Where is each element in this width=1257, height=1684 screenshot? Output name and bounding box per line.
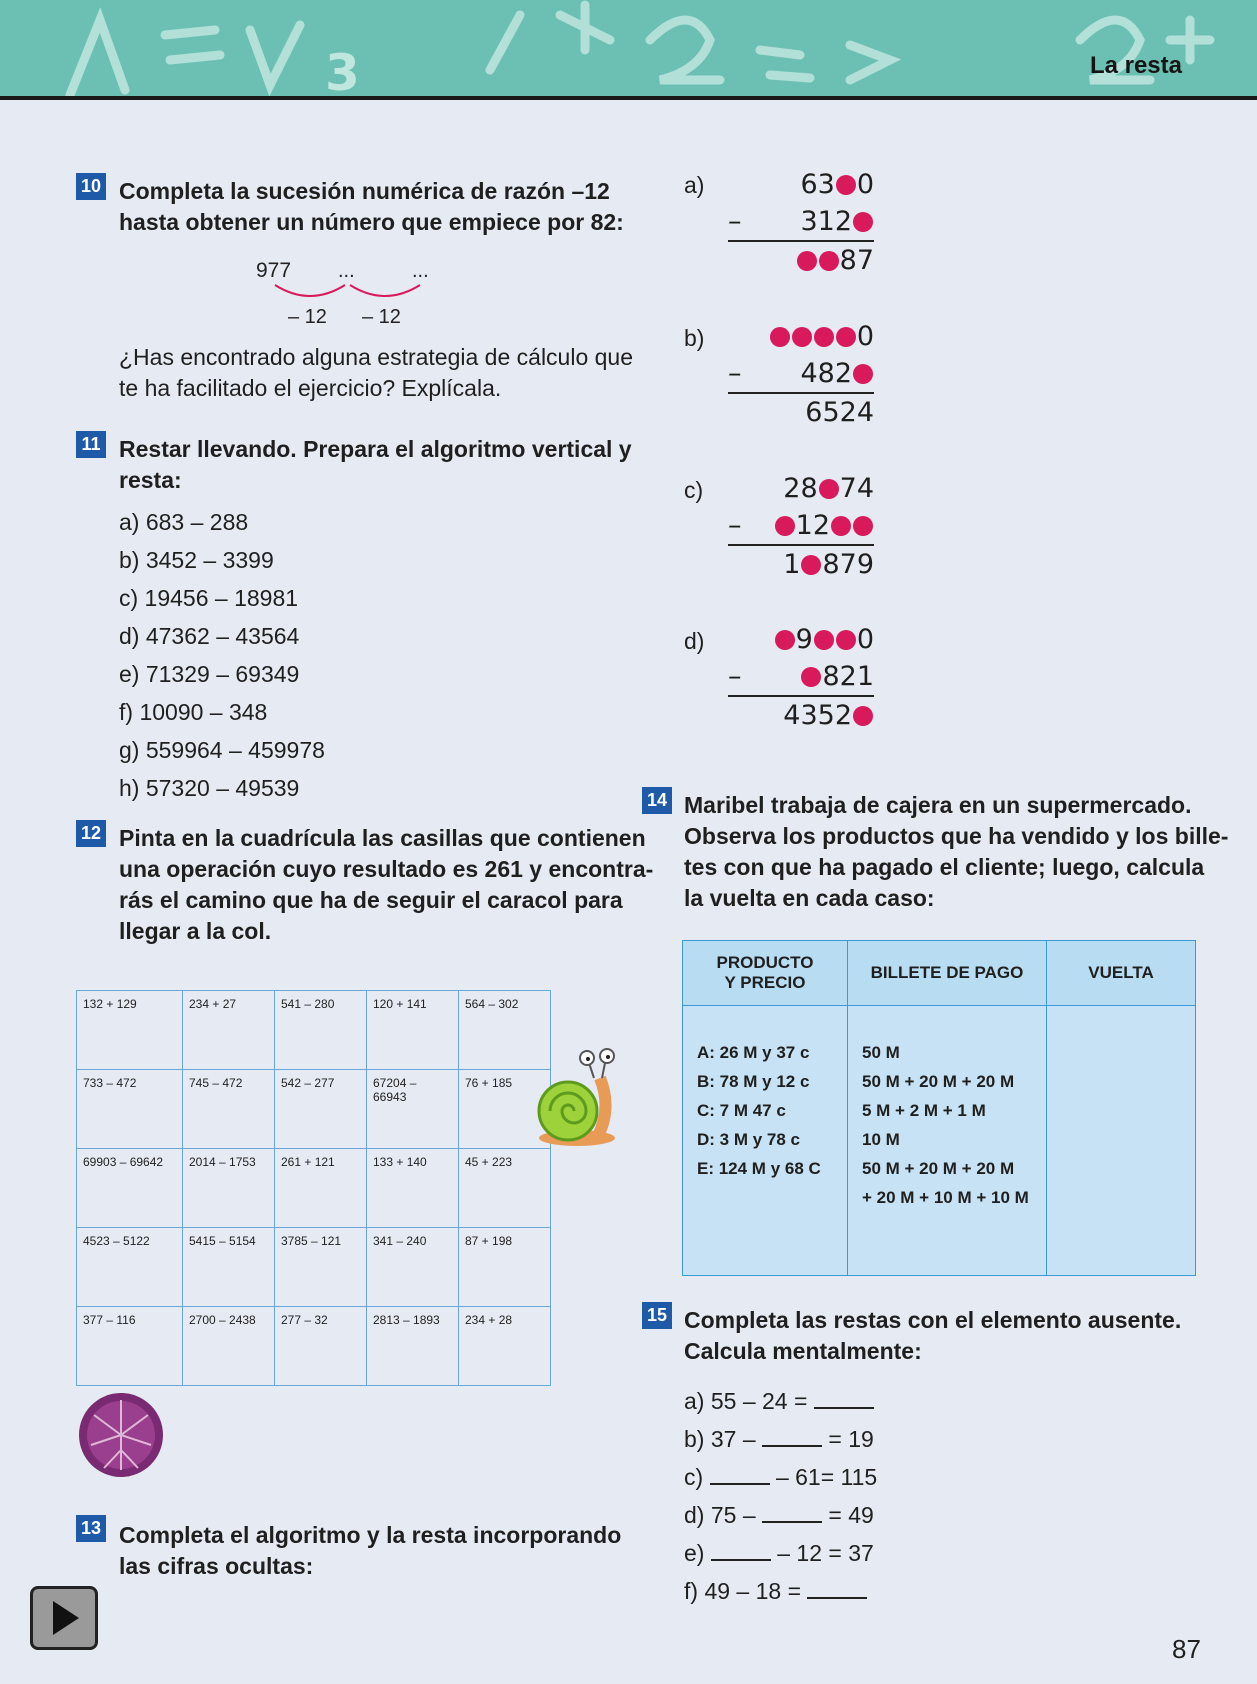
list-item: h) 57320 – 49539 [119,775,300,801]
header-banner [0,0,1257,100]
page-number: 87 [1172,1634,1201,1664]
equation-text: = 19 [828,1426,874,1452]
list-item: e) 71329 – 69349 [119,661,300,687]
digit: 2 [834,206,852,237]
hidden-digit[interactable] [792,327,812,347]
grid-cell[interactable]: 564 – 302 [459,991,551,1070]
digit: 9 [795,624,813,655]
answer-blank[interactable] [762,1501,822,1523]
instruction-line: Restar llevando. Prepara el algoritmo vertical y [119,436,632,462]
bill-item: 50 M + 20 M + 20 M [862,1159,1015,1178]
instruction-line: Completa la sucesión numérica de razón –12 [119,178,610,204]
subtrahend-row [728,658,874,695]
sequence-diagram [250,255,450,330]
hidden-digit[interactable] [819,251,839,271]
digit: 4 [856,473,874,504]
bill-item: 10 M [862,1130,900,1149]
page-title: La resta [1089,52,1182,79]
minus-sign: – [728,206,742,237]
digit: 0 [856,321,874,352]
digit: 1 [856,661,874,692]
cabbage-icon [76,1390,166,1480]
grid-row [77,1070,551,1149]
exercise-number: 14 [642,787,672,814]
digit: 8 [817,358,835,389]
minuend-row [728,470,874,507]
question-line: ¿Has encontrado alguna estrategia de cálculo que [119,344,634,370]
instruction-line: rás el camino que ha de seguir el caracol para [119,887,623,913]
header-line: Y PRECIO [724,973,806,992]
instruction-line: Calcula mentalmente: [684,1338,922,1364]
instruction-line: la vuelta en cada caso: [684,885,935,911]
product-item: E: 124 M y 68 C [697,1159,821,1178]
digit: 6 [805,397,823,428]
instruction [119,434,632,496]
digit: 2 [834,358,852,389]
instruction-line: Observa los productos que ha vendido y los bille- [684,823,1229,849]
answer-blank[interactable] [711,1539,771,1561]
grid-cell[interactable]: 745 – 472 [183,1070,275,1149]
digit: 7 [856,245,874,276]
result-row [728,240,874,279]
equation-text: d) 75 – [684,1502,756,1528]
minuend-row [728,621,874,658]
hidden-digit[interactable] [801,667,821,687]
instruction-line: las cifras ocultas: [119,1553,314,1579]
missing-element-list [684,1382,877,1610]
digit: 3 [817,169,835,200]
grid-cell[interactable]: 133 + 140 [367,1149,459,1228]
grid-cell[interactable]: 277 – 32 [275,1307,367,1386]
hidden-digit[interactable] [797,251,817,271]
digit: 5 [817,700,835,731]
sequence-blank: ... [412,260,429,282]
equation-text: c) [684,1464,704,1490]
hidden-digit[interactable] [814,630,834,650]
list-item: f) 10090 – 348 [119,699,268,725]
digit: 0 [856,624,874,655]
result-row [728,392,874,431]
subtraction-label: d) [684,628,705,654]
hidden-digit[interactable] [853,212,873,232]
subtraction-label: a) [684,172,705,198]
list-item [684,1382,877,1420]
play-button[interactable] [30,1586,98,1650]
list-item: b) 3452 – 3399 [119,547,274,573]
digit: 8 [822,549,840,580]
list-item [684,1496,877,1534]
exercise-number: 13 [76,1515,106,1542]
list-item: d) 47362 – 43564 [119,623,300,649]
subtraction-c [728,470,874,583]
instruction-line: Completa las restas con el elemento ausente. [684,1307,1182,1333]
grid-cell[interactable]: 2813 – 1893 [367,1307,459,1386]
digit: 2 [834,700,852,731]
digit: 8 [822,661,840,692]
grid-cell[interactable]: 69903 – 69642 [77,1149,183,1228]
equation-text: – 12 = 37 [777,1540,874,1566]
digit: 4 [800,358,818,389]
play-icon [33,1589,95,1647]
maze-grid [76,990,551,1386]
minus-sign: – [728,510,742,541]
subtraction-b [728,318,874,431]
result-row [728,544,874,583]
bill-item: + 20 M + 10 M + 10 M [862,1188,1029,1207]
subtrahend-digits [800,206,874,237]
grid-cell[interactable]: 542 – 277 [275,1070,367,1149]
digit: 4 [856,397,874,428]
subtraction-a [728,166,874,279]
exercise-number: 11 [76,431,106,458]
list-item [684,1420,877,1458]
instruction [119,823,653,947]
snail-icon [532,1048,617,1148]
digit: 2 [812,510,830,541]
result-row [728,695,874,734]
digit: 2 [839,661,857,692]
instruction-line: tes con que ha pagado el cliente; luego, calcula [684,854,1205,880]
digit: 3 [800,206,818,237]
header-line: PRODUCTO [716,953,814,972]
grid-row [77,1228,551,1307]
minus-sign: – [728,358,742,389]
digit: 6 [800,169,818,200]
product-item: B: 78 M y 12 c [697,1072,810,1091]
instruction [684,1305,1181,1367]
product-item: D: 3 M y 78 c [697,1130,800,1149]
grid-cell[interactable]: 76 + 185 [459,1070,551,1149]
step-label: – 12 [288,306,327,328]
subtrahend-digits [800,358,874,389]
instruction-line: Maribel trabaja de cajera en un supermercado. [684,792,1192,818]
grid-cell[interactable]: 120 + 141 [367,991,459,1070]
grid-cell[interactable]: 2014 – 1753 [183,1149,275,1228]
subtraction-d [728,621,874,734]
hidden-digit[interactable] [770,327,790,347]
step-label: – 12 [362,306,401,328]
answer-blank[interactable] [814,1387,874,1409]
column-header-bill: BILLETE DE PAGO [848,941,1047,1006]
list-item: a) 683 – 288 [119,509,249,535]
minuend-row [728,318,874,355]
list-item [684,1458,877,1496]
instruction [119,176,624,238]
subtrahend-row [728,203,874,240]
grid-cell[interactable]: 5415 – 5154 [183,1228,275,1307]
hidden-digit[interactable] [775,630,795,650]
subtraction-list [119,503,325,807]
hidden-digit[interactable] [853,516,873,536]
bill-item: 50 M [862,1043,900,1062]
digit: 2 [839,397,857,428]
minuend-row [728,166,874,203]
bill-item: 5 M + 2 M + 1 M [862,1101,986,1120]
grid-row [77,1149,551,1228]
column-header-product [683,941,848,1006]
sequence-start: 977 [256,259,292,282]
grid-cell[interactable]: 87 + 198 [459,1228,551,1307]
grid-row [77,991,551,1070]
exercise-number: 12 [76,820,106,847]
equation-text: e) [684,1540,705,1566]
question-line: te ha facilitado el ejercicio? Explícala. [119,375,502,401]
grid-cell[interactable]: 45 + 223 [459,1149,551,1228]
product-item: A: 26 M y 37 c [697,1043,810,1062]
grid-cell[interactable]: 132 + 129 [77,991,183,1070]
grid-cell[interactable]: 341 – 240 [367,1228,459,1307]
subtrahend-digits [774,510,874,541]
grid-cell[interactable]: 67204 – 66943 [367,1070,459,1149]
chalk-numbers-decoration [0,0,1257,100]
digit: 8 [800,473,818,504]
grid-cell[interactable]: 2700 – 2438 [183,1307,275,1386]
hidden-digit[interactable] [801,555,821,575]
digit: 2 [783,473,801,504]
product-item: C: 7 M 47 c [697,1101,786,1120]
digit: 1 [795,510,813,541]
digit: 9 [856,549,874,580]
minus-sign: – [728,661,742,692]
subtrahend-digits [800,661,874,692]
grid-cell[interactable]: 3785 – 121 [275,1228,367,1307]
bills-cell [848,1006,1047,1276]
grid-cell[interactable]: 234 + 27 [183,991,275,1070]
grid-cell[interactable]: 377 – 116 [77,1307,183,1386]
grid-cell[interactable]: 541 – 280 [275,991,367,1070]
exercise-number: 15 [642,1302,672,1329]
grid-cell[interactable]: 234 + 28 [459,1307,551,1386]
instruction-line: llegar a la col. [119,918,272,944]
answer-blank[interactable] [710,1463,770,1485]
change-cell[interactable] [1047,1006,1196,1276]
change-table [682,940,1196,1276]
subtrahend-row [728,355,874,392]
digit: 3 [800,700,818,731]
digit: 1 [783,549,801,580]
instruction-line: Pinta en la cuadrícula las casillas que contienen [119,825,646,851]
hidden-digit[interactable] [836,327,856,347]
instruction-line: Completa el algoritmo y la resta incorporando [119,1522,622,1548]
svg-text:3: 3 [325,44,360,100]
answer-blank[interactable] [762,1425,822,1447]
list-item: c) 19456 – 18981 [119,585,299,611]
instruction-line: hasta obtener un número que empiece por 82: [119,209,624,235]
hidden-digit[interactable] [836,175,856,195]
list-item [684,1572,877,1610]
instruction-line: resta: [119,467,182,493]
digit: 5 [822,397,840,428]
equation-text: = 49 [828,1502,874,1528]
hidden-digit[interactable] [831,516,851,536]
column-header-change: VUELTA [1047,941,1196,1006]
hidden-digit[interactable] [853,364,873,384]
sequence-blank: ... [338,260,355,282]
hidden-digit[interactable] [853,706,873,726]
bill-item: 50 M + 20 M + 20 M [862,1072,1015,1091]
answer-blank[interactable] [807,1577,867,1599]
grid-row [77,1307,551,1386]
equation-text: b) 37 – [684,1426,756,1452]
subtrahend-row [728,507,874,544]
subtraction-label: b) [684,325,705,351]
grid-cell[interactable]: 733 – 472 [77,1070,183,1149]
digit: 7 [839,473,857,504]
list-item [684,1534,877,1572]
instruction [684,790,1228,914]
digit: 7 [839,549,857,580]
digit: 8 [839,245,857,276]
grid-cell[interactable]: 4523 – 5122 [77,1228,183,1307]
digit: 0 [856,169,874,200]
hidden-digit[interactable] [836,630,856,650]
equation-text: a) 55 – 24 = [684,1388,808,1414]
hidden-digit[interactable] [814,327,834,347]
hidden-digit[interactable] [775,516,795,536]
digit: 4 [783,700,801,731]
subtraction-label: c) [684,477,704,503]
digit: 1 [817,206,835,237]
instruction-line: una operación cuyo resultado es 261 y encontra- [119,856,654,882]
list-item: g) 559964 – 459978 [119,737,325,763]
instruction [119,1520,621,1582]
question [119,342,633,404]
grid-cell[interactable]: 261 + 121 [275,1149,367,1228]
step-arc [350,285,420,296]
equation-text: – 61= 115 [775,1464,878,1490]
hidden-digit[interactable] [819,479,839,499]
step-arc [275,285,345,296]
exercise-number: 10 [76,173,106,200]
equation-text: f) 49 – 18 = [684,1578,801,1604]
products-cell [683,1006,848,1276]
